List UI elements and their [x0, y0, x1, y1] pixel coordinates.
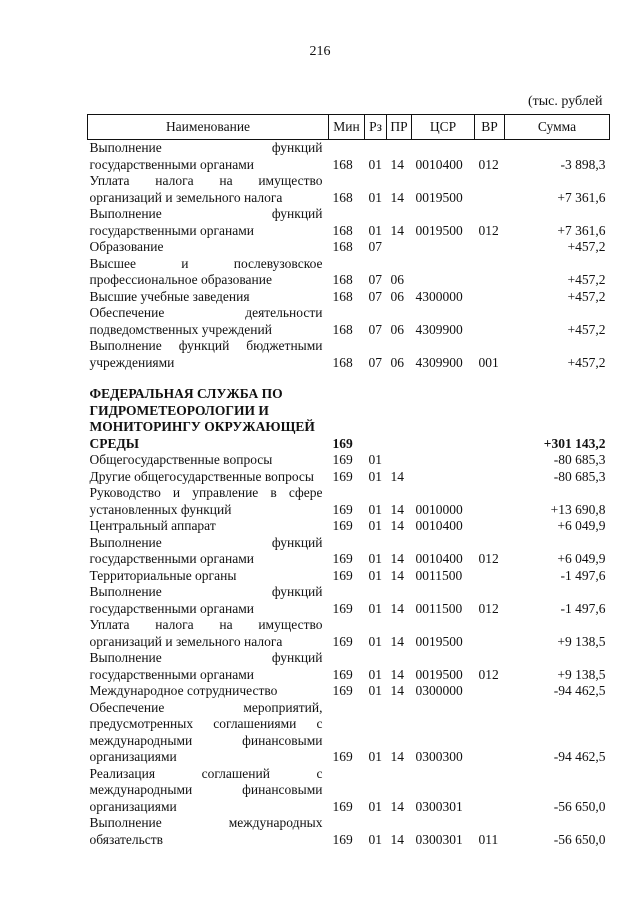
cell-min: 169: [332, 518, 353, 533]
column-header-name: Наименование: [88, 115, 329, 140]
cell-rz: 07: [368, 239, 382, 254]
column-header-csr: ЦСР: [412, 115, 475, 140]
cell-min: 168: [332, 239, 353, 254]
table-row: [88, 584, 610, 617]
cell-min: 169: [332, 567, 353, 583]
cell-name: Выполнение функций государственными органами: [89, 534, 323, 566]
cell-sum: -56 650,0: [553, 831, 606, 847]
cell-pr: 14: [390, 683, 404, 698]
units-label: (тыс. рублей: [528, 94, 603, 109]
cell-pr: 14: [390, 518, 404, 533]
table-row: [88, 239, 610, 256]
cell-min: 169: [332, 600, 353, 616]
cell-name: Выполнение функций государственными органами: [89, 650, 323, 682]
cell-csr: 0300300: [415, 749, 463, 764]
cell-rz: 01: [368, 798, 382, 814]
cell-pr: 06: [390, 288, 404, 304]
cell-sum: -1 497,6: [560, 600, 606, 616]
table-row: [88, 535, 610, 568]
table-row: [88, 485, 610, 518]
cell-name: Выполнение функций бюджетными учреждениями: [89, 338, 323, 370]
cell-rz: 01: [368, 600, 382, 616]
cell-sum: -94 462,5: [553, 683, 606, 698]
cell-min: 168: [332, 321, 353, 337]
cell-name: Другие общегосударственные вопросы: [89, 468, 314, 484]
cell-rz: 01: [368, 666, 382, 682]
cell-name: Высшее и послевузовское профессиональное образование: [89, 255, 323, 287]
cell-rz: 01: [368, 551, 382, 566]
cell-csr: 0019500: [415, 189, 463, 205]
cell-rz: 01: [368, 156, 382, 172]
cell-vr: [475, 289, 505, 306]
cell-csr: 0300000: [415, 683, 463, 698]
cell-csr: [412, 371, 475, 452]
cell-csr: 0010000: [415, 501, 463, 517]
cell-vr: 012: [478, 156, 499, 172]
cell-rz: [365, 371, 387, 452]
table-row: [88, 305, 610, 338]
cell-vr: 012: [478, 222, 499, 238]
cell-csr: [412, 256, 475, 289]
table-row: [88, 766, 610, 816]
cell-rz: 01: [368, 452, 382, 467]
cell-name: Уплата налога на имущество организаций и земельного налога: [89, 617, 323, 649]
table-row: [88, 683, 610, 700]
cell-min: 168: [332, 288, 353, 304]
cell-pr: 14: [390, 749, 404, 764]
cell-rz: 01: [368, 222, 382, 238]
cell-sum: +13 690,8: [550, 501, 606, 517]
cell-vr: [475, 452, 505, 469]
cell-sum: -3 898,3: [560, 156, 606, 172]
table-row: [88, 256, 610, 289]
cell-csr: 0010400: [415, 551, 463, 566]
table-row: [88, 140, 610, 174]
cell-vr: [475, 485, 505, 518]
cell-sum: -56 650,0: [553, 798, 606, 814]
table-row: [88, 206, 610, 239]
cell-rz: 01: [368, 683, 382, 698]
cell-csr: 0300301: [415, 831, 463, 847]
cell-name: Высшие учебные заведения: [89, 288, 250, 304]
cell-vr: [475, 568, 505, 585]
cell-vr: [475, 700, 505, 766]
cell-sum: -1 497,6: [560, 567, 606, 583]
cell-name: Обеспечение деятельности подведомственных учреждений: [89, 305, 323, 337]
cell-name: Выполнение функций государственными органами: [89, 140, 323, 172]
cell-rz: 01: [368, 831, 382, 847]
cell-min: 169: [332, 468, 353, 484]
cell-sum: +457,2: [567, 239, 606, 254]
cell-min: 169: [332, 749, 353, 764]
cell-min: 169: [332, 683, 353, 698]
cell-min: 168: [332, 272, 353, 287]
cell-rz: 01: [368, 749, 382, 764]
cell-min: 169: [332, 435, 353, 451]
cell-name: Уплата налога на имущество организаций и земельного налога: [89, 173, 323, 205]
cell-sum: +7 361,6: [557, 222, 606, 238]
cell-pr: 14: [390, 666, 404, 682]
cell-name: Обеспечение мероприятий, предусмотренных соглашениями с международными финансовыми организациями: [89, 699, 323, 764]
column-header-pr: ПР: [387, 115, 412, 140]
cell-name: Выполнение международных обязательств: [89, 815, 323, 847]
cell-pr: 14: [390, 567, 404, 583]
cell-name: Общегосударственные вопросы: [89, 452, 273, 467]
cell-pr: 14: [390, 633, 404, 649]
budget-table: [87, 114, 610, 848]
cell-sum: +6 049,9: [557, 551, 606, 566]
cell-rz: 07: [368, 272, 382, 287]
cell-csr: 4309900: [415, 321, 463, 337]
table-row: [88, 518, 610, 535]
cell-csr: [412, 452, 475, 469]
table-row: [88, 173, 610, 206]
cell-rz: 07: [368, 354, 382, 370]
cell-min: 169: [332, 501, 353, 517]
cell-csr: 0019500: [415, 633, 463, 649]
cell-min: 168: [332, 189, 353, 205]
cell-min: 169: [332, 798, 353, 814]
cell-pr: [387, 452, 412, 469]
cell-vr: 012: [478, 666, 499, 682]
cell-vr: [475, 239, 505, 256]
cell-min: 168: [332, 222, 353, 238]
cell-pr: [387, 371, 412, 452]
cell-rz: 07: [368, 321, 382, 337]
cell-name: ФЕДЕРАЛЬНАЯ СЛУЖБА ПО ГИДРОМЕТЕОРОЛОГИИ И МОНИТОРИНГУ ОКРУЖАЮЩЕЙ СРЕДЫ: [89, 386, 315, 451]
cell-pr: 14: [390, 798, 404, 814]
cell-vr: 001: [478, 354, 499, 370]
cell-min: 168: [332, 354, 353, 370]
cell-min: 169: [332, 551, 353, 566]
column-header-vr: ВР: [475, 115, 505, 140]
cell-pr: 14: [390, 831, 404, 847]
department-row: [88, 371, 610, 452]
cell-min: 169: [332, 452, 353, 467]
cell-sum: +301 143,2: [543, 435, 606, 451]
cell-vr: [475, 256, 505, 289]
table-row: [88, 289, 610, 306]
cell-rz: 01: [368, 501, 382, 517]
cell-sum: -80 685,3: [553, 468, 606, 484]
cell-vr: [475, 683, 505, 700]
cell-min: 169: [332, 666, 353, 682]
cell-sum: -94 462,5: [553, 749, 606, 764]
cell-sum: +457,2: [567, 321, 606, 337]
cell-name: Территориальные органы: [89, 567, 237, 583]
cell-pr: 06: [390, 321, 404, 337]
cell-csr: 4300000: [415, 288, 463, 304]
cell-csr: 0011500: [415, 567, 463, 583]
cell-vr: [475, 766, 505, 816]
cell-pr: 14: [390, 156, 404, 172]
cell-pr: 14: [390, 501, 404, 517]
table-row: [88, 469, 610, 486]
cell-csr: 0010400: [415, 518, 463, 533]
cell-rz: 01: [368, 189, 382, 205]
cell-name: Реализация соглашений с международными финансовыми организациями: [89, 765, 323, 814]
table-row: [88, 700, 610, 766]
cell-csr: 0019500: [415, 666, 463, 682]
cell-rz: 01: [368, 633, 382, 649]
cell-vr: [475, 173, 505, 206]
cell-vr: [475, 469, 505, 486]
cell-pr: 14: [390, 222, 404, 238]
table-row: [88, 650, 610, 683]
table-header: [88, 115, 610, 140]
cell-vr: 012: [478, 600, 499, 616]
cell-vr: [475, 371, 505, 452]
cell-sum: -80 685,3: [553, 452, 606, 467]
table-body: [88, 140, 610, 849]
cell-pr: [387, 239, 412, 256]
cell-pr: 06: [390, 354, 404, 370]
cell-vr: [475, 305, 505, 338]
cell-pr: 14: [390, 189, 404, 205]
cell-vr: 011: [478, 831, 499, 847]
cell-vr: [475, 617, 505, 650]
cell-csr: 0019500: [415, 222, 463, 238]
table-row: [88, 338, 610, 371]
cell-sum: +457,2: [567, 272, 606, 287]
column-header-sum: Сумма: [505, 115, 610, 140]
cell-min: 168: [332, 156, 353, 172]
table-row: [88, 815, 610, 848]
cell-csr: 4309900: [415, 354, 463, 370]
cell-min: 169: [332, 831, 353, 847]
cell-name: Выполнение функций государственными органами: [89, 206, 323, 238]
cell-name: Центральный аппарат: [89, 518, 216, 533]
cell-pr: 14: [390, 600, 404, 616]
table-row: [88, 452, 610, 469]
cell-name: Выполнение функций государственными органами: [89, 584, 323, 616]
cell-name: Руководство и управление в сфере установленных функций: [89, 485, 323, 517]
cell-sum: +457,2: [567, 288, 606, 304]
cell-sum: +6 049,9: [557, 518, 606, 533]
column-header-min: Мин: [329, 115, 365, 140]
cell-csr: 0010400: [415, 156, 463, 172]
cell-name: Образование: [89, 239, 164, 254]
cell-sum: +9 138,5: [557, 666, 606, 682]
table-row: [88, 568, 610, 585]
cell-min: 169: [332, 633, 353, 649]
cell-rz: 07: [368, 288, 382, 304]
cell-csr: [412, 469, 475, 486]
cell-sum: +7 361,6: [557, 189, 606, 205]
cell-rz: 01: [368, 468, 382, 484]
cell-csr: [412, 239, 475, 256]
cell-csr: 0011500: [415, 600, 463, 616]
cell-sum: +457,2: [567, 354, 606, 370]
cell-csr: 0300301: [415, 798, 463, 814]
cell-rz: 01: [368, 567, 382, 583]
cell-vr: [475, 518, 505, 535]
cell-rz: 01: [368, 518, 382, 533]
column-header-rz: Рз: [365, 115, 387, 140]
cell-pr: 06: [390, 272, 404, 287]
cell-pr: 14: [390, 468, 404, 484]
table-row: [88, 617, 610, 650]
cell-name: Международное сотрудничество: [89, 683, 278, 698]
cell-pr: 14: [390, 551, 404, 566]
cell-sum: +9 138,5: [557, 633, 606, 649]
page-number: 216: [309, 44, 331, 59]
cell-vr: 012: [478, 551, 499, 566]
